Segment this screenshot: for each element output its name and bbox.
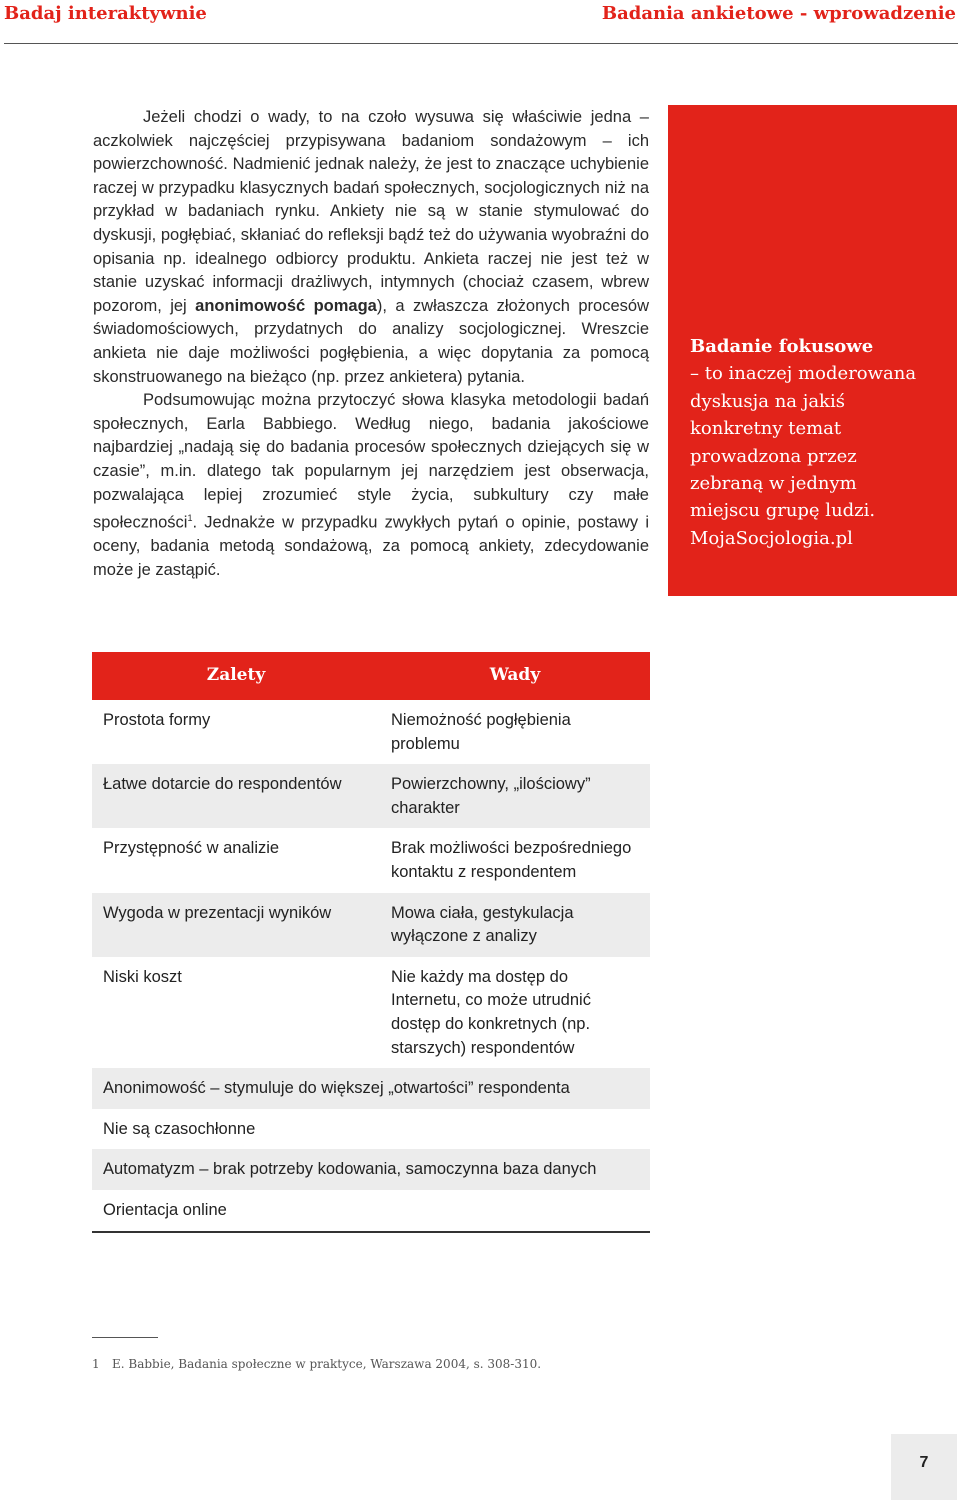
footnote-rule: [92, 1337, 158, 1338]
table-row: [92, 1109, 650, 1150]
pros-cons-table: [92, 652, 650, 1233]
table-row: [92, 700, 650, 764]
paragraph-2: [93, 389, 649, 582]
footnote-number: 1: [92, 1357, 100, 1371]
header-pros: Zalety: [92, 652, 380, 700]
cons-cell: Mowa ciała, gestykulacja wyłączone z analizy: [380, 893, 650, 957]
pros-cell: Prostota formy: [103, 711, 211, 729]
table-row: [92, 1068, 650, 1109]
page-number-box: [891, 1434, 957, 1500]
pros-cell: Nie są czasochłonne: [103, 1119, 256, 1138]
pros-cell: Anonimowość – stymuluje do większej „otwartości” respondenta: [92, 1068, 650, 1109]
table-row: [92, 764, 650, 828]
pros-cell: Niski koszt: [103, 967, 182, 986]
paragraph-1-bold: anonimowość pomaga: [195, 296, 377, 315]
header-section-title: Badania ankietowe - wprowadzenie: [601, 3, 956, 24]
cons-cell: Powierzchowny, „ilościowy” charakter: [380, 764, 650, 828]
pros-cell: Wygoda w prezentacji wyników: [92, 893, 380, 957]
table-row: [92, 1190, 650, 1232]
sidebox-content: [690, 333, 930, 552]
footnote-text: E. Babbie, Badania społeczne w praktyce, Warszawa 2004, s. 308-310.: [112, 1357, 542, 1371]
definition-sidebox: [668, 105, 957, 596]
pros-cell: Przystępność w analizie: [103, 839, 280, 858]
cons-cell: Brak możliwości bezpośredniego kontaktu z respondentem: [391, 839, 632, 881]
paragraph-1-text-a: Jeżeli chodzi o wady, to na czoło wysuwa się właściwie jedna – aczkolwiek najczęściej przypisywana badaniom sondażowym – ich powierzchowność. Nadmienić jednak należy, że jest to znaczące uchybienie raczej w przypadku klasycznych badań społecznych, socjologicznych niż na przykład w badaniach rynku. Ankiety nie są w stanie stymulować do dyskusji, pogłębiać, skłaniać do refleksji bądź też do używania wyobraźni do opisania np. idealnego odbiorcy produktu. Ankieta raczej nie jest też w stanie uzyskać informacji drażliwych, intymnych (chociaż czasem, wbrew pozorom, jej: [93, 108, 649, 315]
page-number: 7: [919, 1454, 929, 1471]
table-row: [92, 1149, 650, 1190]
header-left-title[interactable]: Badaj interaktywnie: [4, 3, 207, 24]
footnote-ref[interactable]: 1: [187, 513, 193, 524]
paragraph-2-text-b: . Jednakże w przypadku zwykłych pytań o opinie, postawy i oceny, badania metodą sondażową, za pomocą ankiety, zdecydowanie może je zastąpić.: [93, 513, 649, 579]
paragraph-2-text-a: Podsumowując można przytoczyć słowa klasyka metodologii badań społecznych, Earla Babbiego. Według niego, badania jakościowe najbardziej „nadają się do badania procesów społecznych dziejących się w czasie”, m.in. dlatego tak popularnym jej narzędziem jest obserwacja, pozwalająca lepiej zrozumieć style życia, subkultury czy małe społeczności: [93, 391, 649, 532]
sidebox-title: Badanie fokusowe: [690, 336, 874, 357]
sidebox-text: – to inaczej moderowana dyskusja na jakiś konkretny temat prowadzona przez zebraną w jednym miejscu grupę ludzi. MojaSocjologia.pl: [690, 363, 917, 549]
paragraph-1-text-b: ), a zwłaszcza złożonych procesów świadomościowych, przydatnych do analizy socjologicznej. Wreszcie ankieta nie daje możliwości pogłębienia, a więc dopytania za pomocą skonstruowanego na bieżąco (np. przez ankietera) pytania.: [93, 296, 649, 386]
page-header: [0, 0, 960, 44]
paragraph-1: [93, 106, 649, 389]
cons-cell: Nie każdy ma dostęp do Internetu, co może utrudnić dostęp do konkretnych (np. starszych) respondentów: [391, 967, 591, 1057]
table-row: [92, 828, 650, 892]
header-cons: Wady: [380, 652, 650, 700]
pros-cell: Automatyzm – brak potrzeby kodowania, samoczynna baza danych: [92, 1149, 650, 1190]
body-text: [93, 106, 649, 582]
pros-cell: Łatwe dotarcie do respondentów: [92, 764, 380, 828]
table-header-row: [92, 652, 650, 700]
cons-cell: Niemożność pogłębienia problemu: [391, 711, 571, 753]
pros-cell: Orientacja online: [92, 1190, 650, 1232]
table-row: [92, 957, 650, 1068]
table-row: [92, 893, 650, 957]
header-rule: [4, 43, 958, 44]
